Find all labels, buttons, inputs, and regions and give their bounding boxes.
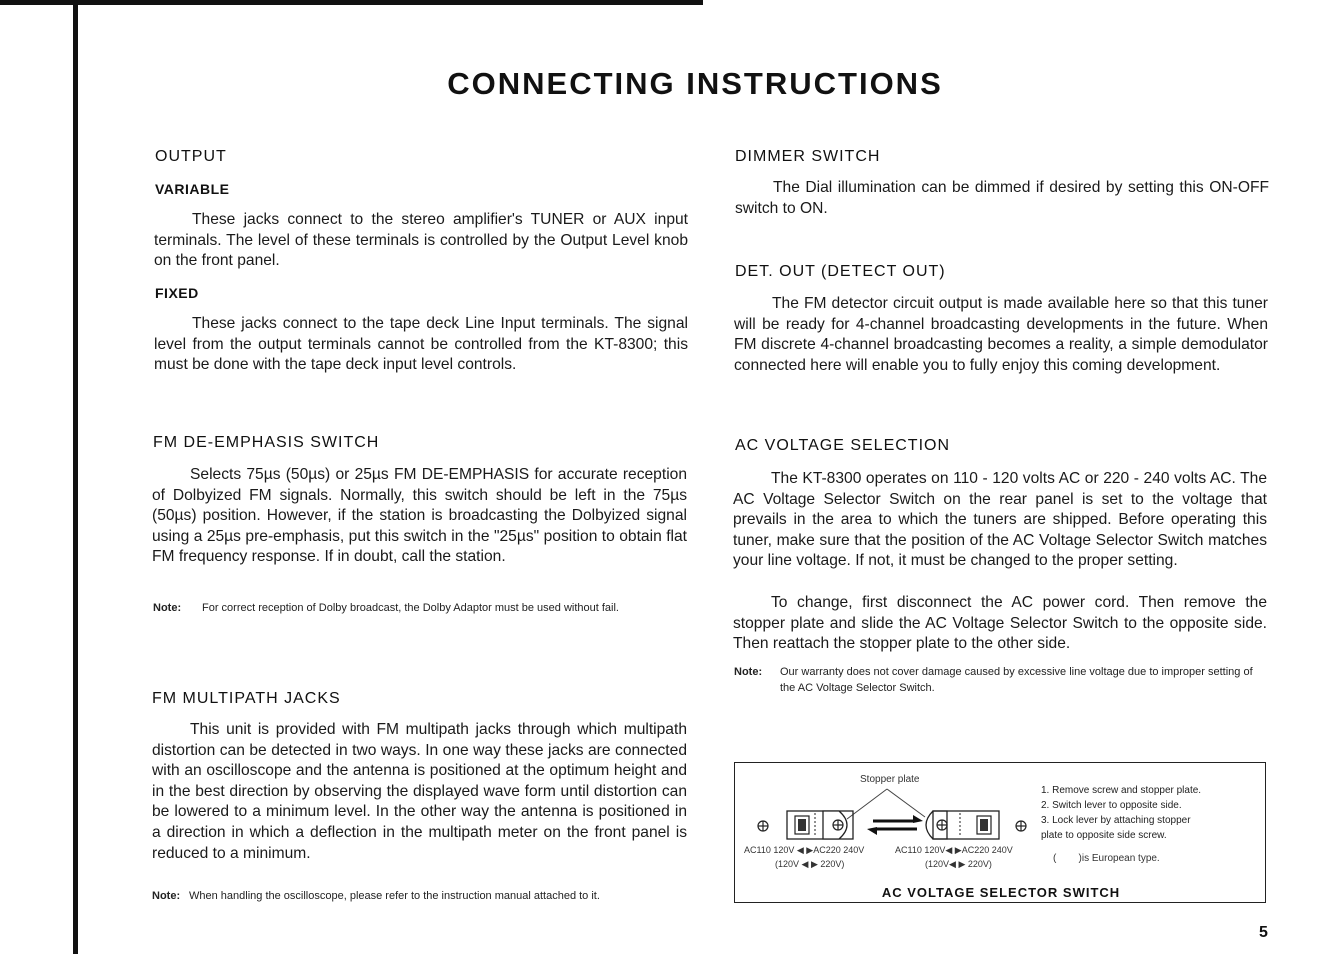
acvoltage-text-1: The KT-8300 operates on 110 - 120 volts AC or 220 - 240 volts AC. The AC Voltage Selector Switch on the rear panel is set to the voltage that prevails in the area to which the tuners are shipped. Before operating this tuner, make sure that the position of the AC Voltage Selector Switch matches your line voltage. If not, it must be changed to the proper setting. [733, 470, 1267, 570]
dimmer-text: The Dial illumination can be dimmed if desired by setting this ON-OFF switch to ON. [735, 179, 1269, 217]
page-number: 5 [1259, 924, 1268, 941]
acvoltage-note [734, 664, 1268, 698]
output-heading: OUTPUT [155, 148, 227, 165]
step-item: 2. Switch lever to opposite side. [1041, 800, 1182, 811]
switch-before-icon [787, 811, 853, 839]
screw-icon [1016, 821, 1026, 831]
left-voltage-range-alt: (120V ◀ ▶ 220V) [775, 859, 845, 869]
switch-after-icon [926, 811, 999, 839]
note-label: Note: [153, 602, 182, 614]
deemphasis-text: Selects 75µs (50µs) or 25µs FM DE-EMPHASIS for accurate reception of Dolbyized FM signals. Normally, this switch should be left in the 75µs (50µs) position. However, if the station is broadcasting the Dolbyized signal using a 25µs pre-emphasis, put this switch in the "25µs" position to obtain flat FM frequency response. If in doubt, call the station. [152, 466, 687, 566]
dimmer-heading: DIMMER SWITCH [735, 148, 881, 165]
step-item: 1. Remove screw and stopper plate. [1041, 785, 1202, 796]
screw-icon [758, 821, 768, 831]
note-text: Our warranty does not cover damage caused by excessive line voltage due to improper setting of the AC Voltage Selector Switch. [780, 666, 1253, 694]
left-voltage-range: AC110 120V ◀ ▶AC220 240V [744, 845, 865, 855]
step-item: plate to opposite side screw. [1041, 830, 1167, 841]
fixed-text: These jacks connect to the tape deck Line Input terminals. The signal level from the output terminals cannot be controlled from the KT-8300; this must be done with the tape deck input level controls. [154, 315, 688, 374]
instruction-steps [1041, 783, 1201, 843]
deemphasis-heading: FM DE-EMPHASIS SWITCH [153, 434, 380, 451]
deemphasis-note [153, 600, 689, 634]
fixed-heading: FIXED [155, 285, 199, 301]
acvoltage-text-2: To change, first disconnect the AC power cord. Then remove the stopper plate and slide the AC Voltage Selector Switch to the opposite side. Then reattach the stopper plate to the other side. [733, 594, 1267, 653]
left-rule [73, 0, 78, 954]
detout-text: The FM detector circuit output is made available here so that this tuner will be ready for 4-channel broadcasting developments in the future. When FM discrete 4-channel broadcasting becomes a reality, a simple demodulator connected here will enable you to fully enjoy this coming development. [734, 295, 1268, 374]
page-title: CONNECTING INSTRUCTIONS [447, 66, 943, 101]
ac-voltage-selector-diagram [734, 762, 1266, 903]
variable-text: These jacks connect to the stereo amplifier's TUNER or AUX input terminals. The level of these terminals is controlled by the Output Level knob on the front panel. [154, 211, 688, 270]
variable-heading: VARIABLE [155, 181, 230, 197]
step-item: 3. Lock lever by attaching stopper [1041, 815, 1191, 826]
detout-heading: DET. OUT (DETECT OUT) [735, 263, 946, 280]
multipath-heading: FM MULTIPATH JACKS [152, 690, 341, 707]
note-text: For correct reception of Dolby broadcast, the Dolby Adaptor must be used without fail. [202, 602, 619, 614]
top-rule [0, 0, 703, 5]
european-type-note: ( )is European type. [1053, 853, 1160, 864]
right-voltage-range: AC110 120V◀ ▶AC220 240V [895, 845, 1013, 855]
swap-arrow-icon [867, 815, 923, 835]
stopper-plate-label: Stopper plate [860, 774, 920, 785]
note-label: Note: [152, 890, 181, 902]
multipath-text: This unit is provided with FM multipath jacks through which multipath distortion can be detected in two ways. In one way these jacks are connected with an oscilloscope and the antenna is positioned at the optimum height and in the best direction by observing the displayed wave form until distortion can be lowered to a minimum level. In the other way the antenna is positioned in a direction in which a deflection in the multipath meter on the front panel is reduced to a minimum. [152, 721, 687, 862]
note-label: Note: [734, 666, 763, 678]
note-text: When handling the oscilloscope, please refer to the instruction manual attached to it. [189, 890, 600, 902]
right-voltage-range-alt: (120V◀ ▶ 220V) [925, 859, 992, 869]
diagram-caption: AC VOLTAGE SELECTOR SWITCH [881, 885, 1121, 900]
acvoltage-heading: AC VOLTAGE SELECTION [735, 437, 951, 454]
multipath-note [152, 888, 688, 906]
